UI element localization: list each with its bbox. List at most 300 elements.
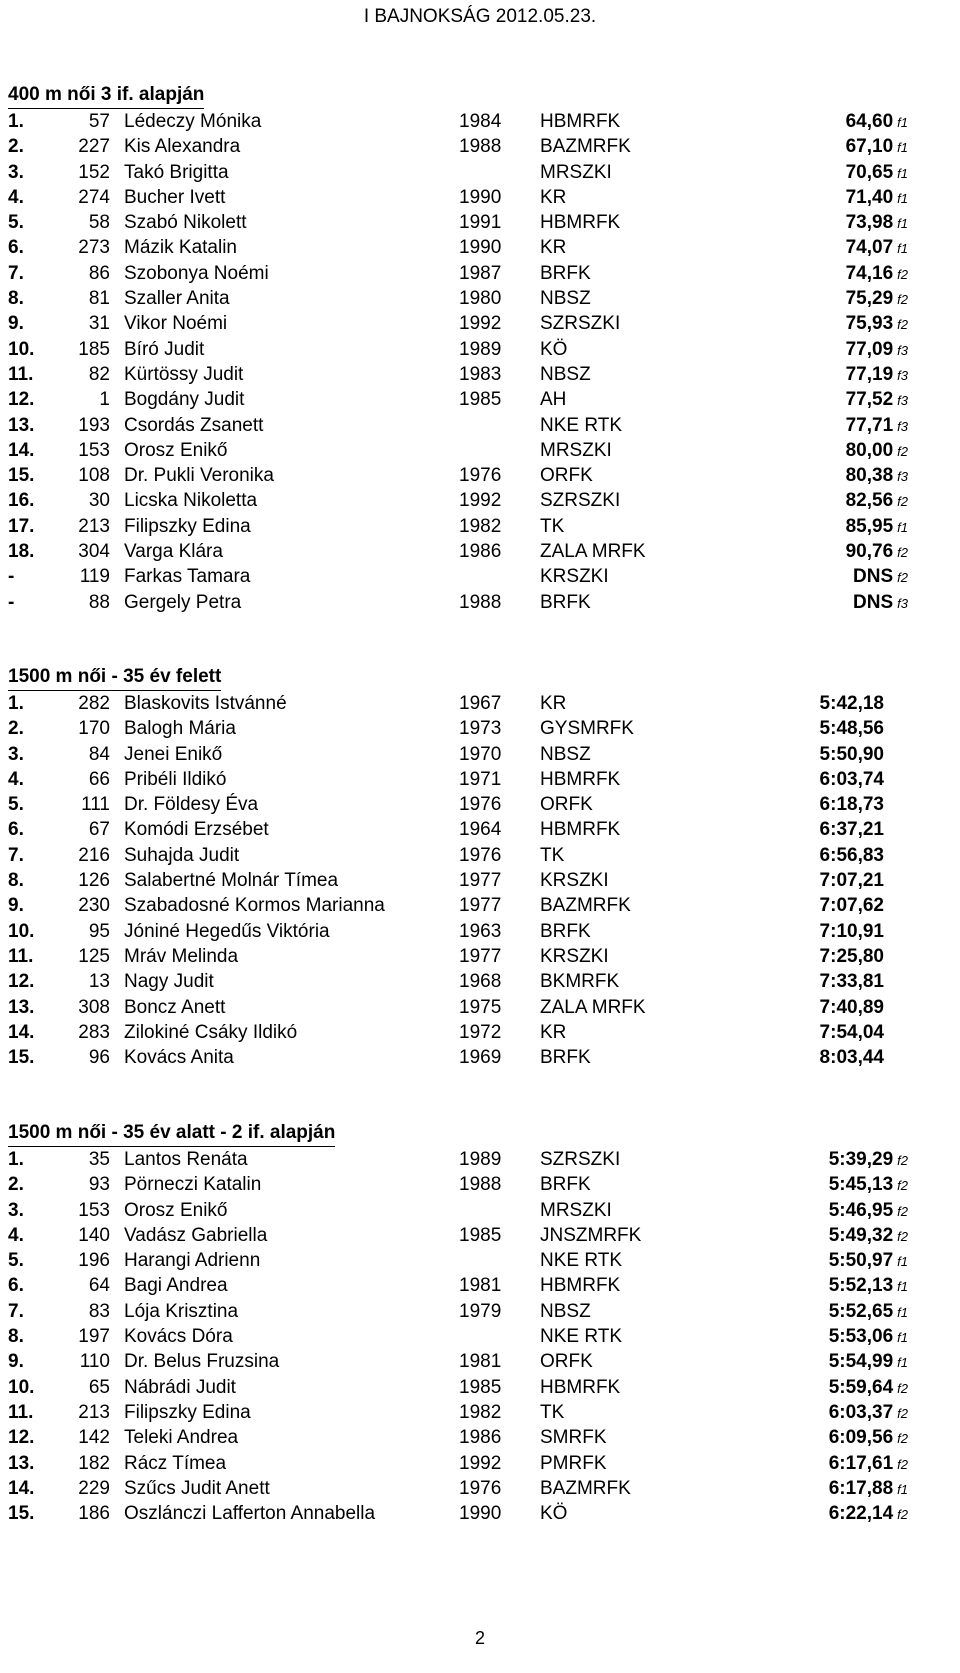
result-time: 5:52,65: [828, 1300, 894, 1322]
result-row: [8, 160, 908, 185]
club-cell: KÖ: [540, 1503, 568, 1525]
result-row: [8, 944, 908, 969]
place-cell: -: [8, 591, 15, 613]
heat-label: f2: [897, 1178, 908, 1194]
result-time: 64,60: [845, 111, 894, 132]
result-row: [8, 1299, 908, 1324]
result-row: [8, 767, 908, 792]
club-cell: HBMRFK: [540, 768, 621, 790]
result-cell: [768, 919, 888, 945]
heat-label: f1: [897, 1304, 908, 1320]
result-row: [8, 387, 908, 412]
result-time: 82,56: [845, 490, 894, 512]
result-cell: [768, 539, 908, 565]
place-cell: 14.: [8, 439, 35, 461]
result-time: 6:17,88: [828, 1477, 894, 1499]
place-cell: 12.: [8, 1427, 35, 1449]
heat-label: f3: [897, 393, 908, 409]
result-cell: [768, 160, 908, 186]
club-cell: NBSZ: [540, 363, 591, 385]
name-cell: Szűcs Judit Anett: [124, 1477, 270, 1499]
place-cell: 2.: [8, 718, 24, 740]
result-cell: [768, 413, 908, 439]
heat-label: f1: [897, 115, 908, 130]
heat-label: f2: [897, 545, 908, 561]
result-cell: [768, 1248, 908, 1274]
club-cell: NKE RTK: [540, 414, 623, 436]
name-cell: Salabertné Molnár Tímea: [124, 870, 339, 892]
year-cell: 1982: [459, 1401, 502, 1423]
heat-label: f2: [897, 1405, 908, 1421]
result-cell: [768, 488, 908, 514]
name-cell: Teleki Andrea: [124, 1427, 239, 1449]
result-time: 6:09,56: [828, 1427, 894, 1449]
place-cell: 15.: [8, 465, 35, 487]
year-cell: 1989: [459, 338, 502, 360]
bib-cell: 83: [88, 1300, 110, 1322]
result-cell: [768, 1324, 908, 1350]
place-cell: 5.: [8, 794, 24, 816]
place-cell: 13.: [8, 996, 35, 1018]
result-cell: [768, 438, 908, 464]
result-time: 5:52,13: [828, 1275, 894, 1297]
result-row: [8, 1223, 908, 1248]
club-cell: ORFK: [540, 794, 593, 816]
place-cell: 8.: [8, 1326, 24, 1348]
year-cell: 1986: [459, 541, 502, 563]
bib-cell: 182: [78, 1452, 110, 1474]
heat-label: f3: [897, 367, 908, 383]
result-cell: [768, 210, 908, 236]
bib-cell: 213: [78, 515, 110, 537]
name-cell: Vadász Gabriella: [124, 1224, 268, 1246]
place-cell: 6.: [8, 819, 24, 841]
result-cell: [768, 1375, 908, 1401]
place-cell: 11.: [8, 945, 34, 967]
result-row: [8, 1198, 908, 1223]
heat-label: f2: [897, 317, 908, 333]
result-row: [8, 1147, 908, 1172]
place-cell: 1.: [8, 1149, 24, 1170]
name-cell: Mázik Katalin: [124, 237, 237, 259]
name-cell: Dr. Belus Fruzsina: [124, 1351, 280, 1373]
result-cell: [768, 387, 908, 413]
result-time: 74,07: [845, 237, 894, 259]
club-cell: KÖ: [540, 338, 568, 360]
club-cell: TK: [540, 515, 565, 537]
result-time: 6:37,21: [819, 819, 884, 841]
place-cell: 16.: [8, 490, 35, 512]
result-row: [8, 1375, 908, 1400]
club-cell: HBMRFK: [540, 1275, 621, 1297]
result-cell: [768, 1349, 908, 1375]
result-cell: [768, 235, 908, 261]
heat-label: f2: [897, 1456, 908, 1472]
result-row: [8, 311, 908, 336]
result-row: [8, 488, 908, 513]
year-cell: 1977: [459, 870, 502, 892]
result-time: 6:56,83: [819, 844, 884, 866]
result-cell: [768, 286, 908, 312]
year-cell: 1977: [459, 895, 502, 917]
heat-label: f2: [897, 570, 908, 586]
place-cell: 7.: [8, 844, 24, 866]
name-cell: Farkas Tamara: [124, 566, 251, 588]
result-row: [8, 235, 908, 260]
result-row: [8, 514, 908, 539]
bib-cell: 213: [78, 1401, 110, 1423]
result-cell: [768, 311, 908, 337]
bib-cell: 152: [78, 161, 110, 183]
result-row: [8, 1400, 908, 1425]
bib-cell: 111: [81, 794, 110, 816]
result-row: [8, 969, 908, 994]
result-time: 6:03,74: [819, 768, 884, 790]
club-cell: PMRFK: [540, 1452, 607, 1474]
year-cell: 1985: [459, 1224, 502, 1246]
club-cell: SZRSZKI: [540, 1149, 621, 1170]
result-time: 7:54,04: [819, 1021, 884, 1043]
year-cell: 1988: [459, 136, 502, 158]
place-cell: 10.: [8, 1376, 35, 1398]
result-time: 6:18,73: [819, 794, 884, 816]
club-cell: BRFK: [540, 920, 591, 942]
club-cell: GYSMRFK: [540, 718, 634, 740]
year-cell: 1963: [459, 920, 502, 942]
name-cell: Dr. Pukli Veronika: [124, 465, 274, 487]
result-cell: [768, 969, 888, 995]
bib-cell: 30: [88, 490, 110, 512]
bib-cell: 57: [88, 111, 110, 132]
result-cell: [768, 1273, 908, 1299]
place-cell: 1.: [8, 693, 24, 714]
bib-cell: 282: [78, 693, 110, 714]
club-cell: ORFK: [540, 465, 593, 487]
year-cell: 1982: [459, 515, 502, 537]
club-cell: BRFK: [540, 1174, 591, 1196]
result-time: 5:53,06: [828, 1326, 894, 1348]
result-cell: [768, 995, 888, 1021]
result-cell: [768, 767, 888, 793]
result-row: [8, 995, 908, 1020]
place-cell: 17.: [8, 515, 35, 537]
bib-cell: 64: [88, 1275, 110, 1297]
result-cell: [768, 1451, 908, 1477]
section-title: 1500 m női - 35 év alatt - 2 if. alapján: [8, 1120, 335, 1147]
result-cell: [768, 134, 908, 160]
result-time: 7:25,80: [819, 945, 884, 967]
year-cell: 1980: [459, 288, 502, 310]
year-cell: 1988: [459, 1174, 502, 1196]
year-cell: 1975: [459, 996, 502, 1018]
bib-cell: 229: [78, 1477, 110, 1499]
name-cell: Filipszky Edina: [124, 515, 251, 537]
result-row: [8, 919, 908, 944]
result-cell: [768, 1147, 908, 1173]
year-cell: 1992: [459, 1452, 502, 1474]
club-cell: HBMRFK: [540, 111, 621, 132]
name-cell: Oszlánczi Lafferton Annabella: [124, 1503, 376, 1525]
place-cell: 14.: [8, 1477, 35, 1499]
place-cell: 14.: [8, 1021, 35, 1043]
name-cell: Dr. Földesy Éva: [124, 794, 259, 816]
name-cell: Szobonya Noémi: [124, 262, 269, 284]
bib-cell: 95: [88, 920, 110, 942]
result-row: [8, 413, 908, 438]
name-cell: Mráv Melinda: [124, 945, 239, 967]
bib-cell: 66: [88, 768, 110, 790]
name-cell: Lója Krisztina: [124, 1300, 239, 1322]
year-cell: 1984: [459, 111, 502, 132]
section-400m: [8, 82, 908, 615]
place-cell: 5.: [8, 212, 24, 234]
heat-label: f1: [897, 1330, 908, 1346]
result-cell: [768, 691, 888, 717]
name-cell: Blaskovits Istvánné: [124, 693, 287, 714]
result-row: [8, 843, 908, 868]
result-cell: [768, 185, 908, 211]
result-time: 77,71: [845, 414, 894, 436]
result-row: [8, 1425, 908, 1450]
result-cell: [768, 893, 888, 919]
section-title: 1500 m női - 35 év felett: [8, 664, 221, 691]
year-cell: 1968: [459, 971, 502, 993]
year-cell: 1979: [459, 1300, 502, 1322]
bib-cell: 93: [88, 1174, 110, 1196]
place-cell: 7.: [8, 262, 24, 284]
result-row: [8, 286, 908, 311]
club-cell: KRSZKI: [540, 870, 609, 892]
name-cell: Szaller Anita: [124, 288, 230, 310]
result-row: [8, 185, 908, 210]
place-cell: 4.: [8, 1224, 24, 1246]
club-cell: KR: [540, 237, 567, 259]
place-cell: 12.: [8, 971, 35, 993]
result-cell: [768, 261, 908, 287]
bib-cell: 185: [78, 338, 110, 360]
name-cell: Kovács Dóra: [124, 1326, 233, 1348]
heat-label: f1: [897, 1481, 908, 1497]
result-row: [8, 691, 908, 716]
heat-label: f1: [897, 1355, 908, 1371]
result-row: [8, 109, 908, 134]
bib-cell: 227: [78, 136, 110, 158]
year-cell: 1990: [459, 186, 502, 208]
bib-cell: 108: [78, 465, 110, 487]
result-time: 7:07,62: [819, 895, 884, 917]
club-cell: NBSZ: [540, 1300, 591, 1322]
result-time: 77,52: [845, 389, 894, 411]
result-cell: [768, 564, 908, 590]
name-cell: Pribéli Ildikó: [124, 768, 227, 790]
name-cell: Jenei Enikő: [124, 743, 223, 765]
bib-cell: 193: [78, 414, 110, 436]
club-cell: HBMRFK: [540, 1376, 621, 1398]
year-cell: 1977: [459, 945, 502, 967]
year-cell: 1970: [459, 743, 502, 765]
heat-label: f2: [897, 292, 908, 308]
club-cell: BRFK: [540, 591, 591, 613]
result-row: [8, 134, 908, 159]
result-time: 6:22,14: [828, 1503, 894, 1525]
place-cell: 11.: [8, 1401, 34, 1423]
year-cell: 1987: [459, 262, 502, 284]
result-time: 90,76: [845, 541, 894, 563]
bib-cell: 119: [79, 566, 110, 588]
year-cell: 1992: [459, 490, 502, 512]
result-cell: [768, 514, 908, 540]
club-cell: HBMRFK: [540, 212, 621, 234]
bib-cell: 110: [79, 1351, 110, 1373]
name-cell: Filipszky Edina: [124, 1401, 251, 1423]
result-cell: [768, 792, 888, 818]
bib-cell: 197: [78, 1326, 110, 1348]
year-cell: 1985: [459, 1376, 502, 1398]
year-cell: 1972: [459, 1021, 502, 1043]
result-cell: [768, 817, 888, 843]
result-cell: [768, 868, 888, 894]
name-cell: Kürtössy Judit: [124, 363, 244, 385]
bib-cell: 170: [78, 718, 110, 740]
result-row: [8, 564, 908, 589]
place-cell: 18.: [8, 541, 35, 563]
heat-label: f2: [897, 1507, 908, 1523]
name-cell: Orosz Enikő: [124, 439, 228, 461]
club-cell: BRFK: [540, 262, 591, 284]
club-cell: TK: [540, 1401, 565, 1423]
bib-cell: 186: [78, 1503, 110, 1525]
heat-label: f1: [897, 1254, 908, 1270]
result-time: 6:03,37: [828, 1401, 894, 1423]
result-cell: [768, 1400, 908, 1426]
result-row: [8, 1324, 908, 1349]
bib-cell: 153: [78, 1199, 110, 1221]
name-cell: Harangi Adrienn: [124, 1250, 261, 1272]
place-cell: 15.: [8, 1503, 35, 1525]
result-time: 5:59,64: [828, 1376, 894, 1398]
bib-cell: 216: [78, 844, 110, 866]
bib-cell: 13: [88, 971, 110, 993]
result-row: [8, 463, 908, 488]
result-cell: [768, 463, 908, 489]
bib-cell: 230: [78, 895, 110, 917]
year-cell: 1969: [459, 1047, 502, 1069]
bib-cell: 81: [88, 288, 110, 310]
result-time: 71,40: [845, 186, 894, 208]
bib-cell: 153: [78, 439, 110, 461]
name-cell: Licska Nikoletta: [124, 490, 258, 512]
name-cell: Vikor Noémi: [124, 313, 228, 335]
result-time: 73,98: [845, 212, 894, 234]
result-time: 75,29: [845, 288, 894, 310]
name-cell: Boncz Anett: [124, 996, 226, 1018]
year-cell: 1981: [459, 1275, 502, 1297]
name-cell: Lantos Renáta: [124, 1149, 248, 1170]
name-cell: Bagi Andrea: [124, 1275, 228, 1297]
heat-label: f3: [897, 342, 908, 358]
result-time: 5:50,97: [828, 1250, 894, 1272]
result-time: 5:48,56: [819, 718, 884, 740]
name-cell: Takó Brigitta: [124, 161, 229, 183]
heat-label: f2: [897, 443, 908, 459]
heat-label: f1: [897, 216, 908, 232]
heat-label: f3: [897, 469, 908, 485]
year-cell: 1964: [459, 819, 502, 841]
result-time: DNS: [853, 566, 894, 588]
bib-cell: 88: [88, 591, 110, 613]
name-cell: Szabó Nikolett: [124, 212, 247, 234]
result-row: [8, 1476, 908, 1501]
bib-cell: 35: [88, 1149, 110, 1170]
result-row: [8, 438, 908, 463]
name-cell: Kis Alexandra: [124, 136, 241, 158]
name-cell: Orosz Enikő: [124, 1199, 228, 1221]
result-cell: [768, 944, 888, 970]
club-cell: ORFK: [540, 1351, 593, 1373]
club-cell: KRSZKI: [540, 945, 609, 967]
club-cell: NBSZ: [540, 288, 591, 310]
result-time: 75,93: [845, 313, 894, 335]
place-cell: 8.: [8, 288, 24, 310]
bib-cell: 31: [88, 313, 110, 335]
name-cell: Bogdány Judit: [124, 389, 245, 411]
result-time: 5:46,95: [828, 1199, 894, 1221]
name-cell: Bucher Ivett: [124, 186, 226, 208]
club-cell: HBMRFK: [540, 819, 621, 841]
place-cell: 2.: [8, 136, 24, 158]
year-cell: 1976: [459, 844, 502, 866]
place-cell: 4.: [8, 186, 24, 208]
result-row: [8, 539, 908, 564]
name-cell: Csordás Zsanett: [124, 414, 264, 436]
place-cell: 10.: [8, 338, 35, 360]
place-cell: 6.: [8, 1275, 24, 1297]
result-time: 74,16: [845, 262, 894, 284]
result-cell: [768, 1223, 908, 1249]
heat-label: f2: [897, 494, 908, 510]
place-cell: 9.: [8, 313, 24, 335]
name-cell: Nagy Judit: [124, 971, 214, 993]
name-cell: Pörneczi Katalin: [124, 1174, 262, 1196]
club-cell: JNSZMRFK: [540, 1224, 642, 1246]
year-cell: 1985: [459, 389, 502, 411]
place-cell: 5.: [8, 1250, 24, 1272]
result-time: 77,19: [845, 363, 894, 385]
result-cell: [768, 1198, 908, 1224]
bib-cell: 1: [99, 389, 110, 411]
name-cell: Lédeczy Mónika: [124, 111, 262, 132]
club-cell: KR: [540, 1021, 567, 1043]
heat-label: f1: [897, 165, 908, 181]
result-time: 7:40,89: [819, 996, 884, 1018]
club-cell: ZALA MRFK: [540, 541, 646, 563]
bib-cell: 126: [78, 870, 110, 892]
year-cell: 1986: [459, 1427, 502, 1449]
name-cell: Balogh Mária: [124, 718, 236, 740]
section-1500m-under-35: [8, 1120, 908, 1526]
place-cell: 13.: [8, 414, 35, 436]
club-cell: BAZMRFK: [540, 1477, 631, 1499]
name-cell: Zilokiné Csáky Ildikó: [124, 1021, 298, 1043]
bib-cell: 308: [78, 996, 110, 1018]
result-time: 8:03,44: [819, 1047, 884, 1069]
page-number: 2: [474, 1628, 485, 1648]
heat-label: f3: [897, 418, 908, 434]
result-cell: [768, 1020, 888, 1046]
result-row: [8, 261, 908, 286]
club-cell: NKE RTK: [540, 1250, 623, 1272]
result-row: [8, 1020, 908, 1045]
